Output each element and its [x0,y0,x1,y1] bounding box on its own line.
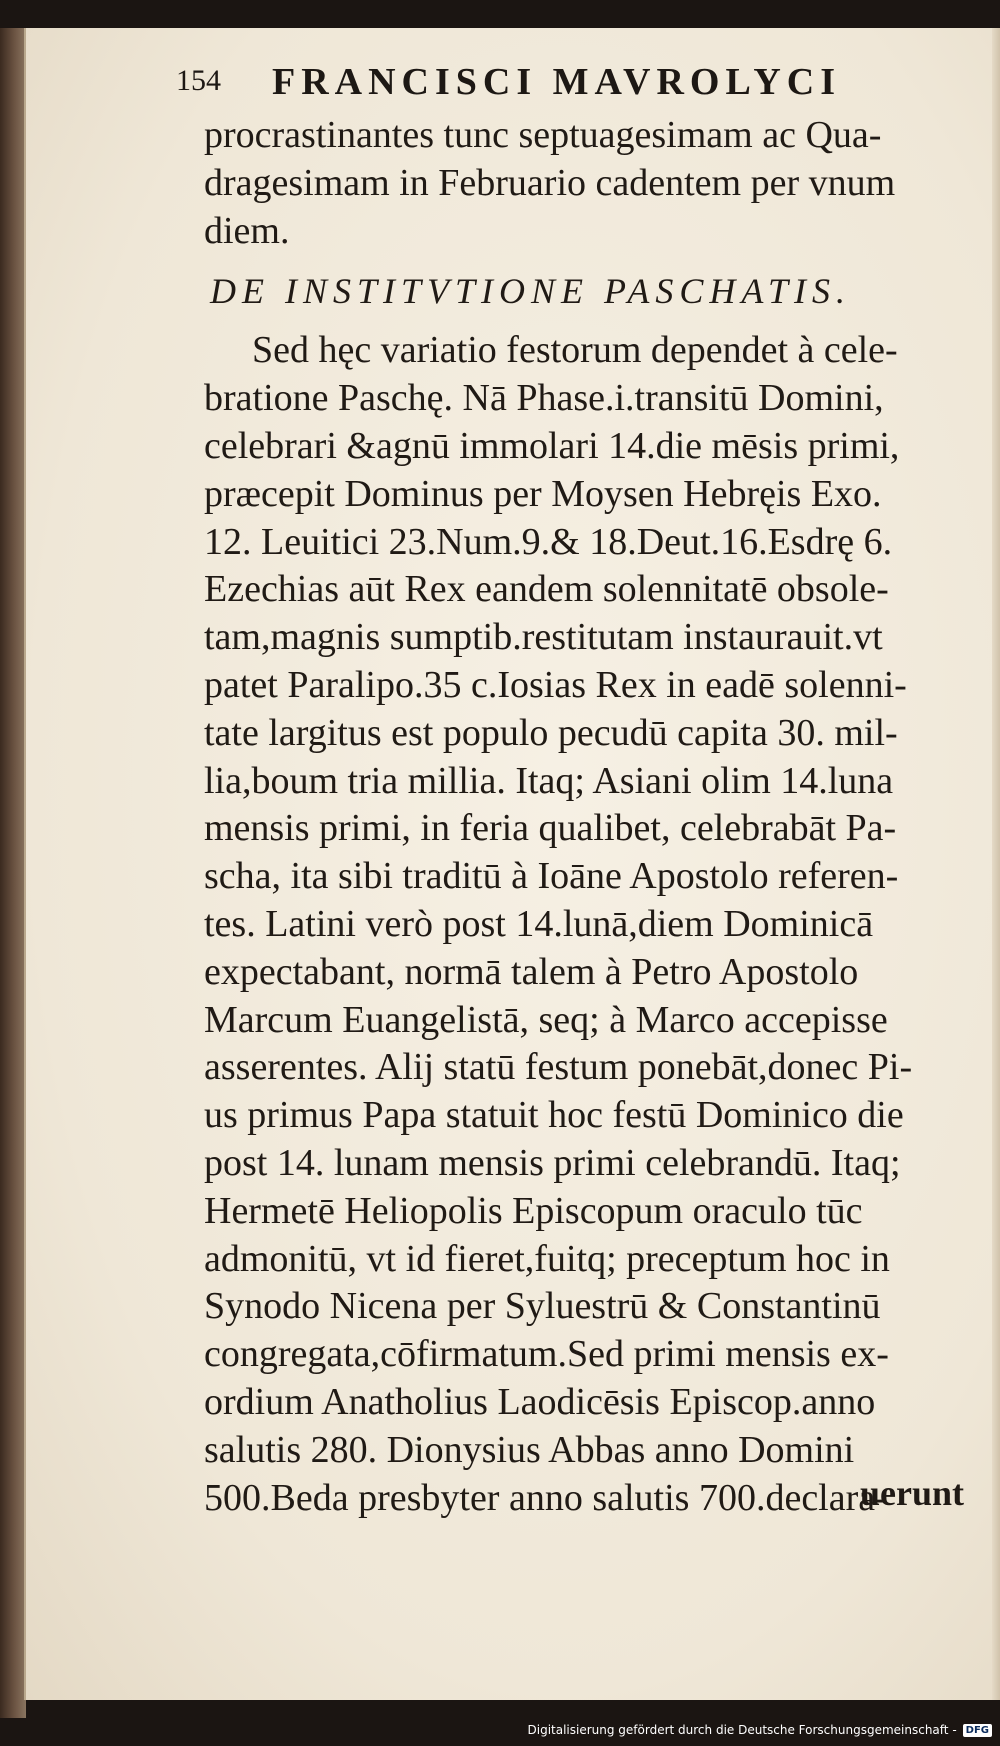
text-line: 500.Beda presbyter anno salutis 700.declara- [204,1476,888,1519]
text-line: tam,magnis sumptib.restitutam instaurauit.vt [204,616,883,659]
text-line: diem. [204,209,290,252]
footer-credit: Digitalisierung gefördert durch die Deutsche Forschungsgemeinschaft - [527,1723,957,1737]
book-spine [0,28,26,1718]
text-line: us primus Papa statuit hoc festū Dominico die [204,1094,904,1137]
text-line: congregata,cōfirmatum.Sed primi mensis ex- [204,1333,889,1376]
text-line: lia,boum tria millia. Itaq; Asiani olim 14.luna [204,759,894,802]
text-line: Sed hęc variatio festorum dependet à cele- [252,329,898,372]
text-line: Hermetē Heliopolis Episcopum oraculo tūc [204,1189,863,1232]
text-line: Ezechias aūt Rex eandem solennitatē obsole- [204,568,889,611]
page-number: 154 [176,64,221,97]
text-line: bratione Paschę. Nā Phase.i.transitū Domini, [204,377,884,420]
running-title: FRANCISCI MAVROLYCI [272,61,842,103]
text-line: admonitū, vt id fieret,fuitq; preceptum hoc in [204,1237,890,1280]
text-line: præcepit Dominus per Moysen Hebręis Exo. [204,472,882,515]
digitization-footer [528,1720,993,1740]
text-line: dragesimam in Februario cadentem per vnum [204,161,896,204]
text-line: salutis 280. Dionysius Abbas anno Domini [204,1428,855,1471]
text-block [204,112,964,1522]
text-line: mensis primi, in feria qualibet, celebrabāt Pa- [204,807,897,850]
page-header [176,60,966,112]
text-line: 12. Leuitici 23.Num.9.& 18.Deut.16.Esdrę 6. [204,520,893,563]
text-line: celebrari &agnū immolari 14.die mēsis primi, [204,424,900,467]
text-line: expectabant, normā talem à Petro Apostolo [204,950,859,993]
text-line: tes. Latini verò post 14.lunā,diem Dominicā [204,902,874,945]
text-line: post 14. lunam mensis primi celebrandū. Itaq; [204,1141,901,1184]
text-line: Synodo Nicena per Syluestrū & Constantinū [204,1285,881,1328]
section-heading: DE INSTITVTIONE PASCHATIS. [210,271,852,312]
text-line: procrastinantes tunc septuagesimam ac Qua- [204,114,882,156]
text-line: scha, ita sibi traditū à Ioāne Apostolo referen- [204,855,899,898]
text-line: Marcum Euangelistā, seq; à Marco accepisse [204,998,888,1041]
text-line: asserentes. Alij statū festum ponebāt,donec Pi- [204,1046,913,1089]
text-line: tate largitus est populo pecudū capita 30. mil- [204,711,898,754]
page-edge [992,28,1000,1700]
text-line: ordium Anatholius Laodicēsis Episcop.anno [204,1380,876,1423]
text-line: patet Paralipo.35 c.Iosias Rex in eadē solenni- [204,663,907,706]
dfg-logo: DFG [963,1724,992,1737]
catchword: uerunt [860,1473,965,1513]
